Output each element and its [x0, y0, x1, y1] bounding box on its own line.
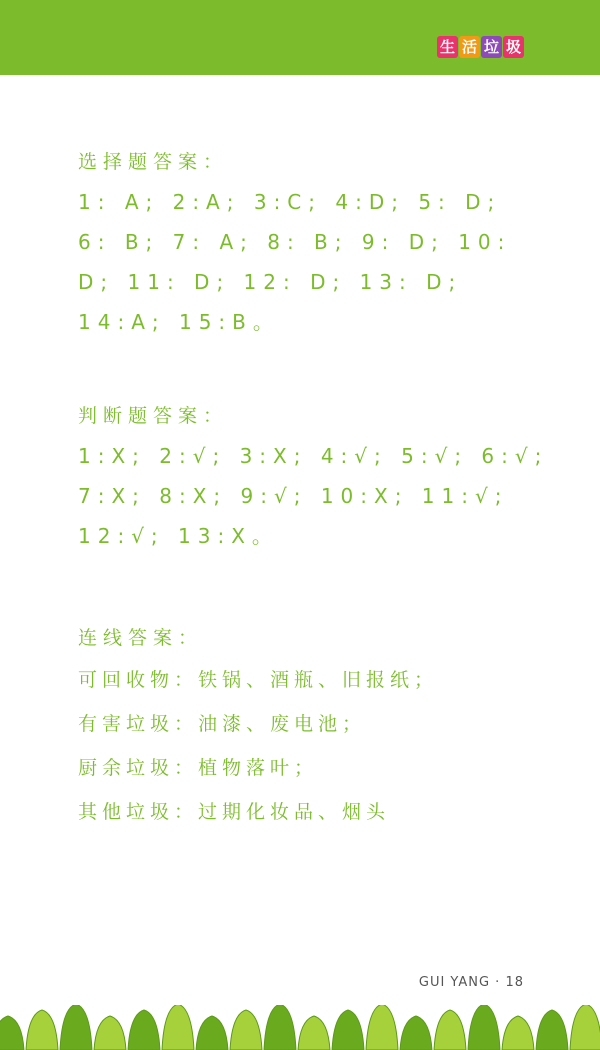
choice-line: 1: A; 2:A; 3:C; 4:D; 5: D; — [78, 190, 502, 214]
grass-leaf — [434, 1010, 466, 1050]
logo-char: 圾 — [503, 36, 524, 58]
grass-leaf — [162, 1005, 194, 1050]
judge-line: 1:X; 2:√; 3:X; 4:√; 5:√; 6:√; — [78, 444, 549, 468]
grass-leaf — [332, 1010, 364, 1050]
grass-leaf — [468, 1005, 500, 1050]
judge-heading: 判断题答案： — [78, 405, 229, 427]
matching-heading: 连线答案： — [78, 627, 204, 649]
logo-char: 生 — [437, 36, 458, 58]
matching-section — [78, 618, 438, 834]
logo-char: 活 — [459, 36, 480, 58]
judge-section — [78, 396, 548, 556]
choice-line: 14:A; 15:B。 — [78, 310, 280, 334]
grass-leaf — [26, 1010, 58, 1050]
matching-line: 其他垃圾：过期化妆品、烟头 — [78, 801, 391, 823]
grass-leaf — [196, 1016, 228, 1050]
grass-leaf — [298, 1016, 330, 1050]
matching-line: 有害垃圾：油漆、废电池； — [78, 713, 367, 735]
grass-leaf — [0, 1016, 24, 1050]
logo — [437, 36, 524, 60]
logo-char: 垃 — [481, 36, 502, 58]
grass-leaf — [94, 1016, 126, 1050]
grass-leaf — [400, 1016, 432, 1050]
grass-leaf — [60, 1005, 92, 1050]
matching-line: 可回收物：铁锅、酒瓶、旧报纸； — [78, 669, 439, 691]
matching-line: 厨余垃圾：植物落叶； — [78, 757, 319, 779]
grass-leaf — [128, 1010, 160, 1050]
judge-line: 12:√; 13:X。 — [78, 524, 279, 548]
grass-leaf — [230, 1010, 262, 1050]
judge-line: 7:X; 8:X; 9:√; 10:X; 11:√; — [78, 484, 509, 508]
choice-line: D; 11: D; 12: D; 13: D; — [78, 270, 463, 294]
grass-leaf — [366, 1005, 398, 1050]
grass-leaf — [264, 1005, 296, 1050]
choice-heading: 选择题答案： — [78, 151, 229, 173]
choice-line: 6: B; 7: A; 8: B; 9: D; 10: — [78, 230, 512, 254]
grass-leaf — [570, 1005, 600, 1050]
page-footer: GUI YANG · 18 — [418, 975, 524, 990]
choice-section — [78, 142, 511, 342]
grass-leaf — [502, 1016, 534, 1050]
grass-leaf — [536, 1010, 568, 1050]
grass-border — [0, 1005, 600, 1050]
